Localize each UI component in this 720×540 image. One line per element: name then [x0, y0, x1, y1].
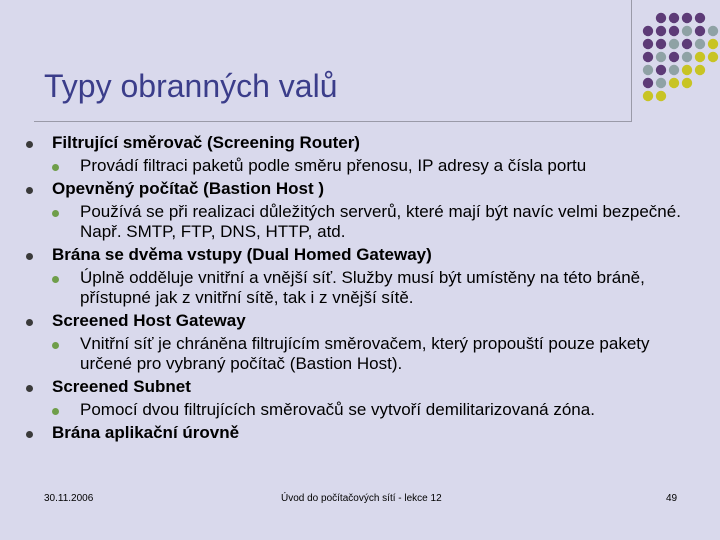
decorative-dot — [695, 52, 705, 62]
decorative-dot — [695, 26, 705, 36]
list-item — [26, 310, 706, 374]
list-item — [26, 178, 706, 242]
sub-bullet-icon — [52, 210, 59, 217]
bullet-icon — [26, 385, 33, 392]
decorative-dot — [643, 91, 653, 101]
decorative-dot — [643, 26, 653, 36]
sub-item-text: Vnitřní síť je chráněna filtrujícím směrovačem, který propouští pouze pakety určené pro vybraný počítač (Bastion Host). — [80, 334, 650, 373]
item-label: Screened Host Gateway — [52, 311, 246, 330]
decorative-dot — [669, 39, 679, 49]
decorative-dot — [682, 13, 692, 23]
decorative-dot — [656, 26, 666, 36]
decorative-dot — [682, 26, 692, 36]
decorative-dot — [656, 39, 666, 49]
item-label: Brána aplikační úrovně — [52, 423, 240, 442]
decorative-dot — [695, 39, 705, 49]
decorative-dot — [656, 13, 666, 23]
list-item — [26, 244, 706, 308]
list-item — [26, 422, 706, 444]
bullet-icon — [26, 187, 33, 194]
list-item — [26, 132, 706, 176]
decorative-dot — [643, 78, 653, 88]
footer-course-title: Úvod do počítačových sítí - lekce 12 — [281, 493, 442, 504]
sub-item — [52, 334, 706, 374]
decorative-dot — [695, 65, 705, 75]
decorative-dot — [682, 39, 692, 49]
bullet-icon — [26, 319, 33, 326]
sub-bullet-icon — [52, 342, 59, 349]
decorative-dot — [643, 39, 653, 49]
decorative-dot — [695, 13, 705, 23]
item-label: Opevněný počítač (Bastion Host ) — [52, 179, 325, 198]
decorative-dot — [669, 26, 679, 36]
sub-item — [52, 268, 706, 308]
bullet-icon — [26, 141, 33, 148]
decorative-dot — [669, 52, 679, 62]
sub-item — [52, 156, 706, 176]
decorative-dot — [708, 52, 718, 62]
decorative-dot — [643, 52, 653, 62]
decorative-dot — [708, 26, 718, 36]
sub-item-text: Pomocí dvou filtrujících směrovačů se vytvoří demilitarizovaná zóna. — [80, 400, 595, 419]
decorative-dot — [656, 52, 666, 62]
bullet-list — [26, 132, 706, 446]
decorative-dot — [656, 91, 666, 101]
sub-item-text: Provádí filtraci paketů podle směru přenosu, IP adresy a čísla portu — [80, 156, 587, 175]
slide-title: Typy obranných valů — [44, 68, 338, 104]
decorative-dot — [656, 65, 666, 75]
footer-date: 30.11.2006 — [44, 493, 94, 504]
bullet-icon — [26, 253, 33, 260]
title-underline-rule — [34, 121, 632, 122]
sub-bullet-icon — [52, 164, 59, 171]
sub-bullet-icon — [52, 276, 59, 283]
decorative-vertical-rule — [631, 0, 632, 122]
sub-bullet-icon — [52, 408, 59, 415]
decorative-dot — [682, 65, 692, 75]
sub-item-text: Používá se při realizaci důležitých serverů, které mají být navíc velmi bezpečné. Např. SMTP, FTP, DNS, HTTP, atd. — [80, 202, 681, 241]
decorative-dot — [669, 13, 679, 23]
item-label: Screened Subnet — [52, 377, 191, 396]
item-label: Brána se dvěma vstupy (Dual Homed Gateway) — [52, 245, 432, 264]
sub-item — [52, 400, 706, 420]
decorative-dot — [669, 78, 679, 88]
decorative-dot — [708, 39, 718, 49]
sub-item — [52, 202, 706, 242]
decorative-dot — [682, 78, 692, 88]
bullet-icon — [26, 431, 33, 438]
footer-page-number: 49 — [666, 493, 678, 504]
item-label: Filtrující směrovač (Screening Router) — [52, 133, 360, 152]
decorative-dot — [682, 52, 692, 62]
decorative-dot — [643, 65, 653, 75]
decorative-dot — [656, 78, 666, 88]
sub-item-text: Úplně odděluje vnitřní a vnější síť. Služby musí být umístěny na této bráně, přístupné jak z vnitřní sítě, tak i z vnější sítě. — [80, 268, 645, 307]
decorative-dot — [669, 65, 679, 75]
list-item — [26, 376, 706, 420]
